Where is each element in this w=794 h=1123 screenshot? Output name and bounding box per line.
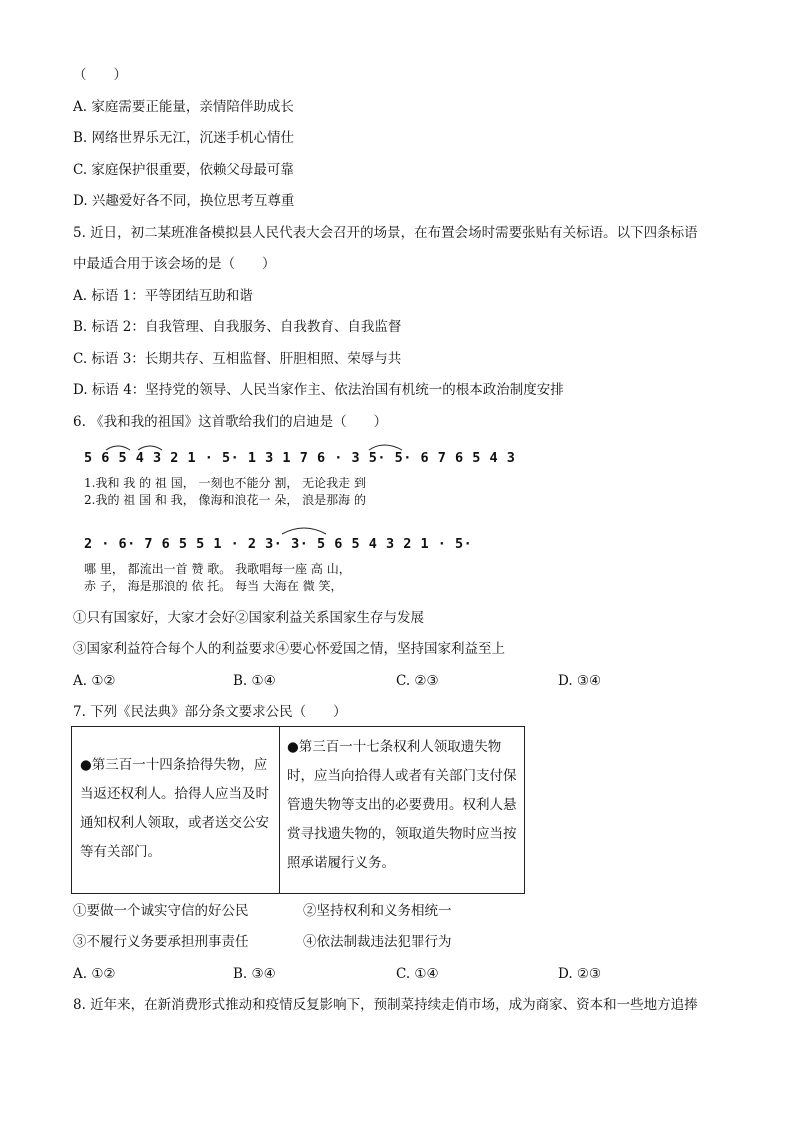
q7-options [73,965,773,983]
q6-choices-line2: ③国家利益符合每个人的利益要求④要心怀爱国之情，坚持国家利益至上 [73,641,505,657]
question-stem-tail: （ ） [73,67,127,83]
q6-option-c: C. ②③ [396,673,439,689]
q7-choice-4: ④依法制裁违法犯罪行为 [303,934,452,950]
score-row2-notes: 2 · 6· 7 6 5 5 1 · 2 3· 3· 5 6 5 4 3 2 1 · 5· [84,536,473,552]
score-row2-lyric2: 赤 子， 海是那浪的 依 托。 每当 大海在 微 笑， [84,579,343,593]
q7-choices-row1 [73,902,773,920]
law-articles-table [71,726,525,894]
score-row1-lyric2: 2.我的 祖 国 和 我， 像海和浪花一 朵， 浪是那海 的 [84,493,366,507]
q5-stem-line2: 中最适合用于该会场的是（ ） [73,256,276,272]
q5-stem-line1: 5. 近日，初二某班准备模拟县人民代表大会召开的场景，在布置会场时需要张贴有关标语。以下四条标语 [73,225,698,241]
q7-choice-1: ①要做一个诚实守信的好公民 [73,903,249,919]
option-d: D. 兴趣爱好各不同，换位思考互尊重 [73,193,295,209]
q7-option-a: A. ①② [73,966,116,982]
q6-stem: 6. 《我和我的祖国》这首歌给我们的启迪是（ ） [73,414,388,430]
q6-choices-line1: ①只有国家好，大家才会好②国家利益关系国家生存与发展 [73,610,424,626]
q5-option-b: B. 标语 2：自我管理、自我服务、自我教育、自我监督 [73,319,402,335]
q7-choices-row2 [73,933,773,951]
score-row2-lyric1: 哪 里， 都流出一首 赞 歌。 我歌唱每一座 高 山， [84,562,351,576]
q6-option-d: D. ③④ [558,673,602,689]
option-a: A. 家庭需要正能量，亲情陪伴助成长 [73,99,294,115]
q8-stem-line1: 8. 近年来，在新消费形式推动和疫情反复影响下，预制菜持续走俏市场，成为商家、资本和一些地方追捧 [73,997,698,1013]
option-b: B. 网络世界乐无江，沉迷手机心情仕 [73,130,295,146]
q7-option-b: B. ③④ [233,966,276,982]
article-317-cell: ●第三百一十七条权利人领取遗失物时，应当向拾得人或者有关部门支付保管遗失物等支出的必要费用。权利人悬赏寻找遗失物的，领取道失物时应当按照承诺履行义务。 [287,739,517,871]
q7-stem: 7. 下列《民法典》部分条文要求公民（ ） [73,704,347,720]
table-divider [279,727,280,893]
q6-option-b: B. ①④ [233,673,276,689]
score-row1-notes: 5 6 5 4 3 2 1 · 5· 1 3 1 7 6 · 3 5· 5· 6 7 6 5 4 3 [84,450,516,466]
q6-options [73,672,773,690]
option-c: C. 家庭保护很重要，依赖父母最可靠 [73,162,294,178]
q5-option-d: D. 标语 4：坚持党的领导、人民当家作主、依法治国有机统一的根本政治制度安排 [73,382,564,398]
score-row1-lyric1: 1.我和 我 的 祖 国， 一刻也不能分 割， 无论我走 到 [84,476,366,490]
q6-option-a: A. ①② [73,673,116,689]
q7-option-c: C. ①④ [396,966,439,982]
q5-option-a: A. 标语 1：平等团结互助和谐 [73,288,253,304]
article-314-cell: ●第三百一十四条拾得失物，应当返还权利人。拾得人应当及时通知权利人领取，或者送交公安等有关部门。 [80,757,269,860]
q7-choice-2: ②坚持权利和义务相统一 [303,903,452,919]
q7-option-d: D. ②③ [558,966,602,982]
q5-option-c: C. 标语 3：长期共存、互相监督、肝胆相照、荣辱与共 [73,351,402,367]
q7-choice-3: ③不履行义务要承担刑事责任 [73,934,249,950]
